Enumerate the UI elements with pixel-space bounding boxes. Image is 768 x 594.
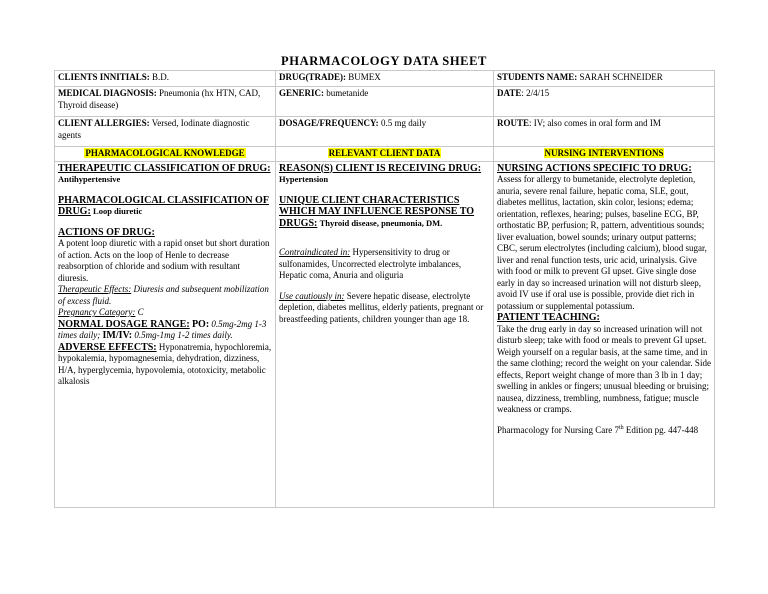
reference-superscript: th bbox=[618, 424, 624, 431]
drug-trade-value: BUMEX bbox=[348, 72, 381, 82]
therapeutic-effects-text: Diuresis and subsequent mobilization of excess fluid. bbox=[58, 284, 269, 306]
dosage-frequency-cell bbox=[276, 117, 494, 147]
dosage-frequency-value: 0.5 mg daily bbox=[380, 118, 427, 128]
normal-dosage-range bbox=[58, 319, 272, 342]
therapeutic-effects-label: Therapeutic Effects: bbox=[58, 284, 132, 294]
pregnancy-category-label: Pregnancy Category: bbox=[58, 307, 136, 317]
adverse-effects bbox=[58, 342, 272, 388]
patient-teaching-label: PATIENT TEACHING: bbox=[497, 312, 600, 323]
use-cautiously-text: Severe hepatic disease, electrolyte depletion, diabetes mellitus, elderly patients, pregnant or breastfeeding patients, children younger than age 18. bbox=[279, 290, 484, 324]
table-row bbox=[55, 117, 715, 147]
im-iv-value: 0.5mg-1mg 1-2 times daily. bbox=[134, 330, 233, 340]
nursing-interventions-cell bbox=[494, 161, 715, 507]
header-label: NURSING INTERVENTIONS bbox=[544, 148, 664, 158]
therapeutic-effects bbox=[58, 284, 272, 307]
actions-of-drug-label: ACTIONS OF DRUG: bbox=[58, 226, 155, 238]
table-header-row bbox=[55, 147, 715, 162]
student-name-label: STUDENTS NAME: bbox=[497, 72, 578, 82]
adverse-effects-text: Hyponatremia, hypochloremia, hypokalemia, hypomagnesemia, dehydration, dizziness, H/A, hyperglycemia, hypovolemia, ototoxicity, metabolic alkalosis bbox=[58, 341, 272, 386]
drug-trade-label: DRUG(TRADE): bbox=[279, 72, 346, 82]
therapeutic-classification-label: THERAPEUTIC CLASSIFICATION OF DRUG: bbox=[58, 162, 271, 174]
date-value: : 2/4/15 bbox=[521, 88, 550, 98]
header-nursing-interventions bbox=[494, 147, 715, 162]
route-value: : IV; also comes in oral form and IM bbox=[529, 118, 661, 128]
nursing-actions-label: NURSING ACTIONS SPECIFIC TO DRUG: bbox=[497, 162, 692, 174]
actions-of-drug-text: A potent loop diuretic with a rapid onset but short duration of action. Acts on the loop of Henle to decrease reabsorption of chloride and sodium with resultant diuresis. bbox=[58, 238, 270, 283]
reason-receiving-drug-value: Hypertension bbox=[279, 174, 329, 184]
reason-receiving-drug bbox=[279, 163, 490, 186]
client-allergies-cell bbox=[55, 117, 276, 147]
client-initials-cell bbox=[55, 71, 276, 87]
pharmacological-classification-value: Loop diuretic bbox=[93, 206, 143, 216]
pharmacological-classification-label: PHARMACOLOGICAL CLASSIFICATION OF DRUG: bbox=[58, 194, 269, 217]
adverse-effects-label: ADVERSE EFFECTS: bbox=[58, 341, 157, 353]
date-cell bbox=[494, 87, 715, 117]
table-row bbox=[55, 87, 715, 117]
po-value: 0.5mg-2mg 1-3 times daily; bbox=[58, 318, 267, 340]
use-cautiously-label: Use cautiously in: bbox=[279, 290, 345, 301]
unique-client-characteristics-label: UNIQUE CLIENT CHARACTERISTICS WHICH MAY INFLUENCE RESPONSE TO DRUGS: bbox=[279, 194, 475, 229]
student-name-cell bbox=[494, 71, 715, 87]
normal-dosage-range-label: NORMAL DOSAGE RANGE: bbox=[58, 318, 190, 330]
contraindicated-label: Contraindicated in: bbox=[279, 247, 351, 257]
client-allergies-value: Versed, Iodinate diagnostic agents bbox=[58, 118, 250, 140]
pregnancy-category-value: C bbox=[137, 307, 144, 317]
pharmacological-knowledge-cell bbox=[55, 161, 276, 507]
generic-label: GENERIC: bbox=[279, 88, 325, 98]
header-pharmacological-knowledge bbox=[55, 147, 276, 162]
patient-teaching-text: Take the drug early in day so increased urination will not disturb sleep; take with food or meals to prevent GI upset. Weigh yourself on a regular basis, at the same time, and in the same clothing; record the weight on your calendar. Side effects, Report weight change of more than 3 lb in 1 day; swelling in ankles or fingers; unusual bleeding or bruising; nausea, dizziness, trembling, numbness, fatigue; muscle weakness or cramps. bbox=[497, 323, 711, 414]
unique-client-characteristics bbox=[279, 195, 490, 230]
header-label: PHARMACOLOGICAL KNOWLEDGE bbox=[85, 148, 245, 158]
unique-client-characteristics-value: Thyroid disease, pneumonia, DM. bbox=[319, 217, 443, 228]
route-cell bbox=[494, 117, 715, 147]
header-relevant-client-data bbox=[276, 147, 494, 162]
use-cautiously bbox=[279, 291, 490, 326]
po-label: PO: bbox=[191, 318, 210, 330]
header-label: RELEVANT CLIENT DATA bbox=[328, 148, 441, 158]
drug-trade-cell bbox=[276, 71, 494, 87]
pharmacological-classification bbox=[58, 195, 272, 218]
medical-diagnosis-cell bbox=[55, 87, 276, 117]
therapeutic-classification-value: Antihypertensive bbox=[58, 174, 121, 184]
reference-title: Pharmacology for Nursing Care 7 bbox=[497, 424, 619, 435]
client-allergies-label: CLIENT ALLERGIES: bbox=[58, 118, 150, 128]
im-iv-label: IM/IV: bbox=[102, 330, 133, 341]
reason-receiving-drug-label: REASON(S) CLIENT IS RECEIVING DRUG: bbox=[279, 162, 482, 174]
client-initials-label: CLIENTS INNITIALS: bbox=[58, 72, 150, 82]
medical-diagnosis-value: Pneumonia (hx HTN, CAD, Thyroid disease) bbox=[58, 88, 261, 110]
student-name-value: SARAH SCHNEIDER bbox=[579, 72, 663, 82]
generic-cell bbox=[276, 87, 494, 117]
contraindicated bbox=[279, 247, 490, 282]
nursing-actions-text: Assess for allergy to bumetanide, electrolyte depletion, anuria, severe renal failure, hepatic coma, SLE, gout, diabetes mellitus, lactation, skin color, lesions; edema; orientation, reflexes, hearing; pulses, baseline ECG, BP, orthostatic BP, perfusion; R, pattern, adventitious sounds; liver evaluation, bowel sounds; urinary output patterns; CBC, serum electrolytes (including calcium), blood sugar, liver and renal function tests, uric acid, urinalysis. Give with food or milk to prevent GI upset. Give single dose early in day so increased urination will not disturb sleep, avoid IV use if oral use is possible, provide diet rich in potassium or supplemental potassium. bbox=[497, 174, 707, 311]
table-row bbox=[55, 161, 715, 507]
date-label: DATE bbox=[497, 88, 522, 98]
relevant-client-data-cell bbox=[276, 161, 494, 507]
table-row bbox=[55, 71, 715, 87]
contraindicated-text: Hypersensitivity to drug or sulfonamides, Uncorrected electrolyte imbalances, Hepatic coma, Anuria and oliguria bbox=[279, 247, 462, 280]
data-sheet-table bbox=[54, 70, 715, 508]
therapeutic-classification bbox=[58, 163, 272, 186]
pregnancy-category bbox=[58, 307, 272, 319]
medical-diagnosis-label: MEDICAL DIAGNOSIS: bbox=[58, 88, 157, 98]
dosage-frequency-label: DOSAGE/FREQUENCY: bbox=[279, 118, 379, 128]
reference-pages: Edition pg. 447-448 bbox=[623, 424, 699, 435]
client-initials-value: B.D. bbox=[152, 72, 170, 82]
page-title: PHARMACOLOGY DATA SHEET bbox=[281, 54, 487, 68]
generic-value: bumetanide bbox=[326, 88, 369, 98]
reference-citation bbox=[497, 425, 711, 437]
route-label: ROUTE bbox=[497, 118, 530, 128]
